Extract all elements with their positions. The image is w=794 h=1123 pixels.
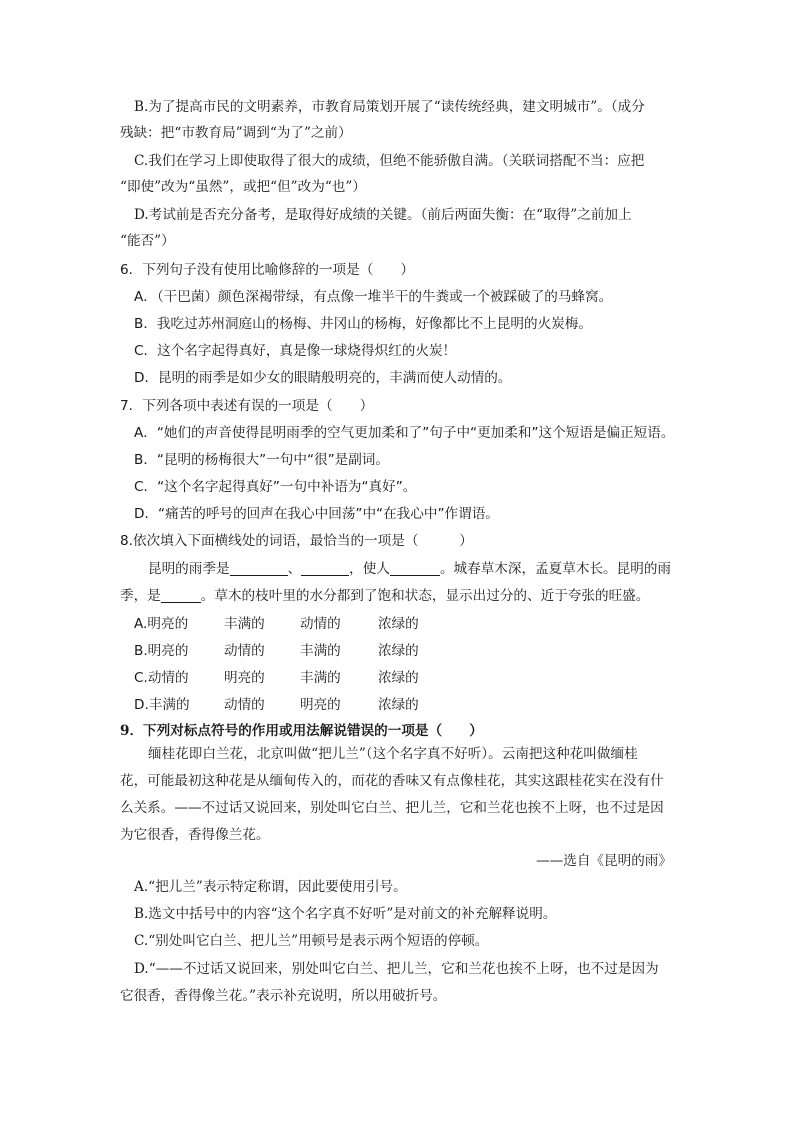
q8-text: ，使人 <box>349 561 390 577</box>
q8-option-label: C.动情的 <box>134 670 189 686</box>
q8-option-label: D.丰满的 <box>134 697 190 713</box>
q7-option-c: C．“这个名字起得真好”一句中补语为“真好”。 <box>134 479 417 495</box>
q8-option-word: 丰满的 <box>300 670 341 686</box>
q8-option-word: 浓绿的 <box>378 643 419 659</box>
q6-option-b: B．我吃过苏州洞庭山的杨梅、井冈山的杨梅，好像都比不上昆明的火炭梅。 <box>134 316 592 332</box>
q9-passage-line4: 为它很香，香得像兰花。 <box>120 827 270 843</box>
q7-option-a: A．“她们的声音使得昆明雨季的空气更加柔和了”句子中“更加柔和”这个短语是偏正短语。 <box>134 425 675 441</box>
q9-passage-line2: 花，可能最初这种花是从缅甸传入的，而花的香味又有点像桂花，其实这跟桂花实在没有什 <box>120 773 664 789</box>
q8-option-word: 动情的 <box>224 697 265 713</box>
q8-option-word: 明亮的 <box>224 670 265 686</box>
q8-passage-line1 <box>148 560 671 578</box>
q8-option-word: 浓绿的 <box>378 697 419 713</box>
q7-stem: 7．下列各项中表述有误的一项是（ ） <box>120 398 374 414</box>
fill-blank-1 <box>230 561 288 576</box>
q8-option-label: B.明亮的 <box>134 643 189 659</box>
q6-option-c: C．这个名字起得真好，真是像一球烧得炽红的火炭！ <box>134 343 457 359</box>
q5-option-c-line1: C.我们在学习上即使取得了很大的成绩，但绝不能骄傲自满。（关联词搭配不当：应把 <box>134 153 645 169</box>
q8-text: 季，是 <box>120 588 161 604</box>
q5-option-b-line1: B.为了提高市民的文明素养，市教育局策划开展了“读传统经典，建文明城市”。（成分 <box>134 99 645 115</box>
q8-passage-line2 <box>120 587 649 605</box>
fill-blank-2 <box>301 561 349 576</box>
q8-text: 。草木的枝叶里的水分都到了饱和状态，显示出过分的、近于夸张的旺盛。 <box>200 588 650 604</box>
q8-stem: 8.依次填入下面横线处的词语，最恰当的一项是（ ） <box>120 533 473 549</box>
q6-stem: 6．下列句子没有使用比喻修辞的一项是（ ） <box>120 262 415 278</box>
q8-text: 昆明的雨季是 <box>148 561 230 577</box>
fill-blank-4 <box>161 588 201 603</box>
q9-option-a: A.“把儿兰”表示特定称谓，因此要使用引号。 <box>134 879 407 895</box>
q9-source: ——选自《昆明的雨》 <box>536 853 672 869</box>
q5-option-c-line2: “即使”改为“虽然”，或把“但”改为“也”） <box>120 179 366 195</box>
q9-option-d-line1: D.“——不过话又说回来，别处叫它白兰、把儿兰，它和兰花也挨不上呀，也不过是因为 <box>134 961 659 977</box>
q8-option-word: 浓绿的 <box>378 616 419 632</box>
q8-option-word: 浓绿的 <box>378 670 419 686</box>
q5-option-d-line2: “能否”） <box>120 233 175 249</box>
q9-stem: 9．下列对标点符号的作用或用法解说错误的一项是（ ） <box>120 723 483 739</box>
q8-text: 。城春草木深，孟夏草木长。昆明的雨 <box>439 561 672 577</box>
q9-option-d-line2: 它很香，香得像兰花。”表示补充说明，所以用破折号。 <box>120 988 447 1004</box>
q8-option-label: A.明亮的 <box>134 616 189 632</box>
q8-text: 、 <box>287 561 302 577</box>
q9-passage-line1: 缅桂花即白兰花，北京叫做“把儿兰”（这个名字真不好听）。云南把这种花叫做缅桂 <box>148 746 638 762</box>
q5-option-b-line2: 残缺：把“市教育局”调到“为了”之前） <box>120 125 352 141</box>
q5-option-d-line1: D.考试前是否充分备考，是取得好成绩的关键。（前后两面失衡：在“取得”之前加上 <box>134 207 632 223</box>
q9-option-c: C.“别处叫它白兰、把儿兰”用顿号是表示两个短语的停顿。 <box>134 933 489 949</box>
fill-blank-3 <box>390 561 440 576</box>
q9-option-b: B.选文中括号中的内容“这个名字真不好听”是对前文的补充解释说明。 <box>134 906 557 922</box>
q9-passage-line3: 么关系。——不过话又说回来，别处叫它白兰、把儿兰，它和兰花也挨不上呀，也不过是因 <box>120 800 664 816</box>
q8-option-word: 丰满的 <box>300 643 341 659</box>
q8-option-word: 动情的 <box>300 616 341 632</box>
q6-option-d: D．昆明的雨季是如少女的眼睛般明亮的，丰满而使人动情的。 <box>134 370 512 386</box>
q8-option-word: 动情的 <box>224 643 265 659</box>
q8-option-word: 丰满的 <box>224 616 265 632</box>
q6-option-a: A．（干巴菌）颜色深褐带绿，有点像一堆半干的牛粪或一个被踩破了的马蜂窝。 <box>134 289 613 305</box>
q7-option-d: D．“痛苦的呼号的回声在我心中回荡”中“在我心中”作谓语。 <box>134 506 499 522</box>
q8-option-word: 明亮的 <box>300 697 341 713</box>
q7-option-b: B．“昆明的杨梅很大”一句中“很”是副词。 <box>134 452 389 468</box>
